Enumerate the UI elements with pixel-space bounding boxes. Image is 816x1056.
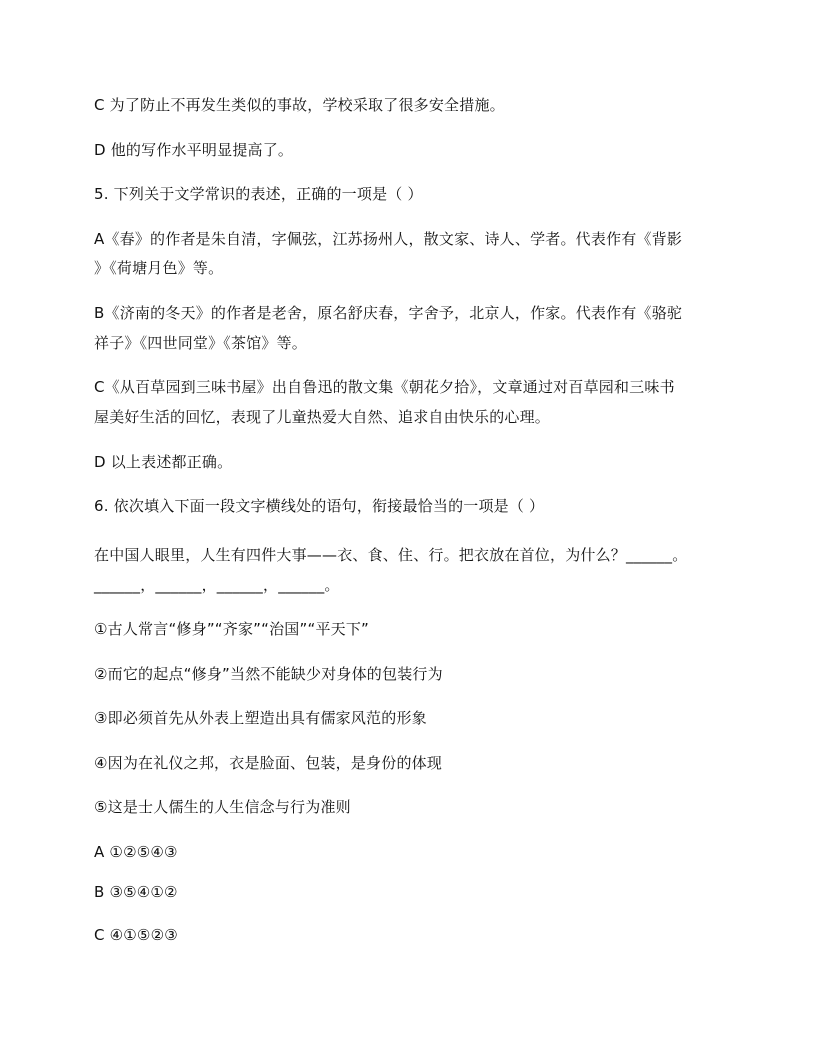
option-b-q5-line1: B《济南的冬天》的作者是老舍，原名舒庆春，字舍予，北京人，作家。代表作有《骆驼 <box>94 304 683 322</box>
question-5: 5. 下列关于文学常识的表述，正确的一项是（ ） <box>94 185 423 203</box>
option-c-q4: C 为了防止不再发生类似的事故，学校采取了很多安全措施。 <box>94 96 505 114</box>
passage-line1: 在中国人眼里，人生有四件大事——衣、食、住、行。把衣放在首位，为什么？______。 <box>94 546 688 564</box>
sentence-1: ①古人常言“修身”“齐家”“治国”“平天下” <box>94 620 370 638</box>
option-a-q6: A ①②⑤④③ <box>94 843 178 861</box>
option-a-q5-line2: 》《荷塘月色》等。 <box>94 259 224 277</box>
option-d-q4: D 他的写作水平明显提高了。 <box>94 141 294 159</box>
option-c-q6: C ④①⑤②③ <box>94 926 178 944</box>
sentence-2: ②而它的起点“修身”当然不能缺少对身体的包装行为 <box>94 665 443 683</box>
option-c-q5-line1: C《从百草园到三味书屋》出自鲁迅的散文集《朝花夕拾》，文章通过对百草园和三味书 <box>94 378 675 396</box>
option-c-q5-line2: 屋美好生活的回忆，表现了儿童热爱大自然、追求自由快乐的心理。 <box>94 408 551 426</box>
sentence-3: ③即必须首先从外表上塑造出具有儒家风范的形象 <box>94 709 427 727</box>
sentence-5: ⑤这是士人儒生的人生信念与行为准则 <box>94 798 351 816</box>
option-d-q5: D 以上表述都正确。 <box>94 453 233 471</box>
option-b-q6: B ③⑤④①② <box>94 883 178 901</box>
option-a-q5-line1: A《春》的作者是朱自清，字佩弦，江苏扬州人，散文家、诗人、学者。代表作有《背影 <box>94 230 683 248</box>
option-b-q5-line2: 祥子》《四世同堂》《茶馆》等。 <box>94 334 308 352</box>
passage-line2-blanks: ______，______，______，______。 <box>94 576 340 594</box>
question-6: 6. 依次填入下面一段文字横线处的语句，衔接最恰当的一项是（ ） <box>94 497 545 515</box>
sentence-4: ④因为在礼仪之邦，衣是脸面、包装，是身份的体现 <box>94 754 443 772</box>
